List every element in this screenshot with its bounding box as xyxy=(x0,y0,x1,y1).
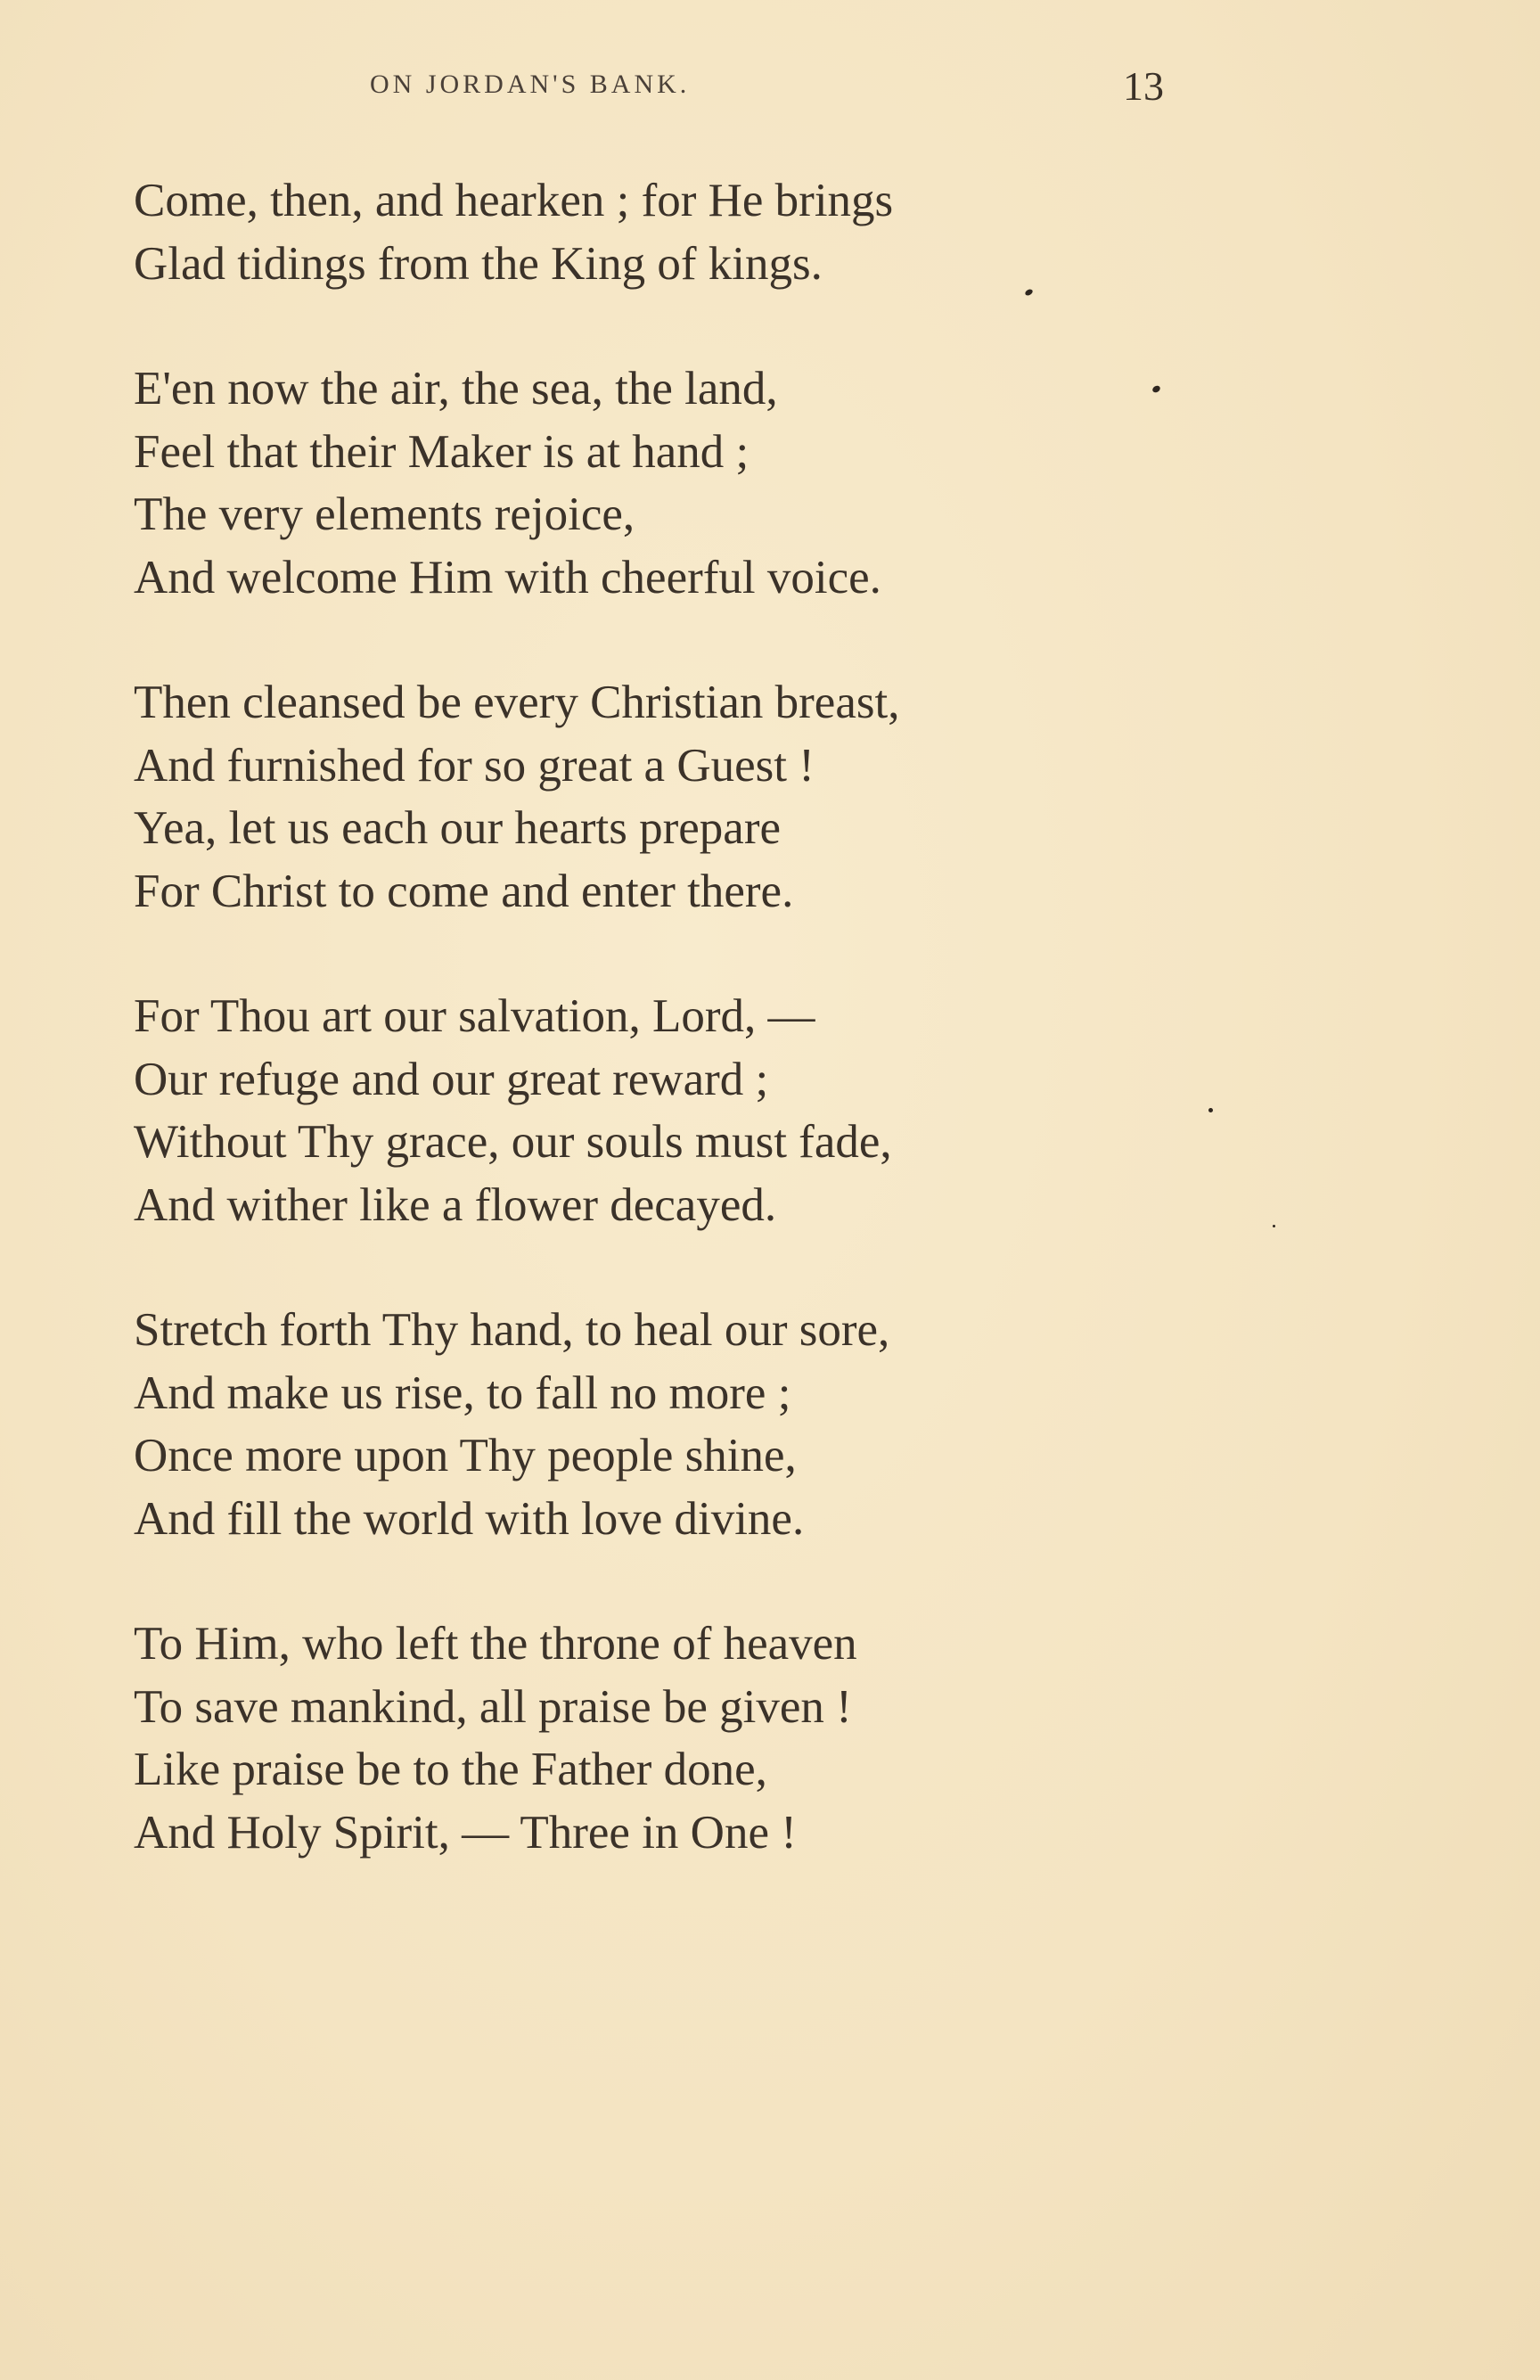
running-head: ON JORDAN'S BANK. xyxy=(370,70,691,99)
poem xyxy=(134,169,1185,1926)
poem-line: Glad tidings from the King of kings. xyxy=(134,237,823,290)
poem-line: E'en now the air, the sea, the land, xyxy=(134,363,778,414)
poem-line: The very elements rejoice, xyxy=(134,488,635,540)
poem-line: And make us rise, to fall no more ; xyxy=(134,1366,791,1419)
stanza-5 xyxy=(134,1299,1185,1550)
poem-line: Then cleansed be every Christian breast, xyxy=(134,677,900,728)
page-number: 13 xyxy=(1123,63,1164,109)
poem-line: And Holy Spirit, — Three in One ! xyxy=(134,1806,797,1859)
stanza-4 xyxy=(134,985,1185,1236)
poem-line: For Christ to come and enter there. xyxy=(134,865,794,917)
stanza-1 xyxy=(134,169,1185,295)
poem-line: For Thou art our salvation, Lord, — xyxy=(134,990,815,1042)
poem-line: Yea, let us each our hearts prepare xyxy=(134,802,782,854)
poem-line: To save mankind, all praise be given ! xyxy=(134,1680,852,1733)
poem-line: And fill the world with love divine. xyxy=(134,1492,805,1545)
stanza-6 xyxy=(134,1613,1185,1864)
ink-speck xyxy=(1273,1225,1275,1227)
ink-speck xyxy=(1208,1108,1213,1112)
stanza-3 xyxy=(134,671,1185,923)
poem-line: Stretch forth Thy hand, to heal our sore, xyxy=(134,1304,890,1356)
poem-line: To Him, who left the throne of heaven xyxy=(134,1618,857,1670)
poem-line: And wither like a flower decayed. xyxy=(134,1178,777,1231)
poem-line: And welcome Him with cheerful voice. xyxy=(134,551,881,603)
poem-line: Without Thy grace, our souls must fade, xyxy=(134,1116,892,1168)
stanza-2 xyxy=(134,357,1185,609)
poem-line: Like praise be to the Father done, xyxy=(134,1744,767,1795)
poem-line: Feel that their Maker is at hand ; xyxy=(134,425,750,478)
poem-line: And furnished for so great a Guest ! xyxy=(134,739,815,792)
poem-line: Once more upon Thy people shine, xyxy=(134,1430,797,1481)
poem-line: Our refuge and our great reward ; xyxy=(134,1053,769,1105)
poem-line: Come, then, and hearken ; for He brings xyxy=(134,175,894,226)
